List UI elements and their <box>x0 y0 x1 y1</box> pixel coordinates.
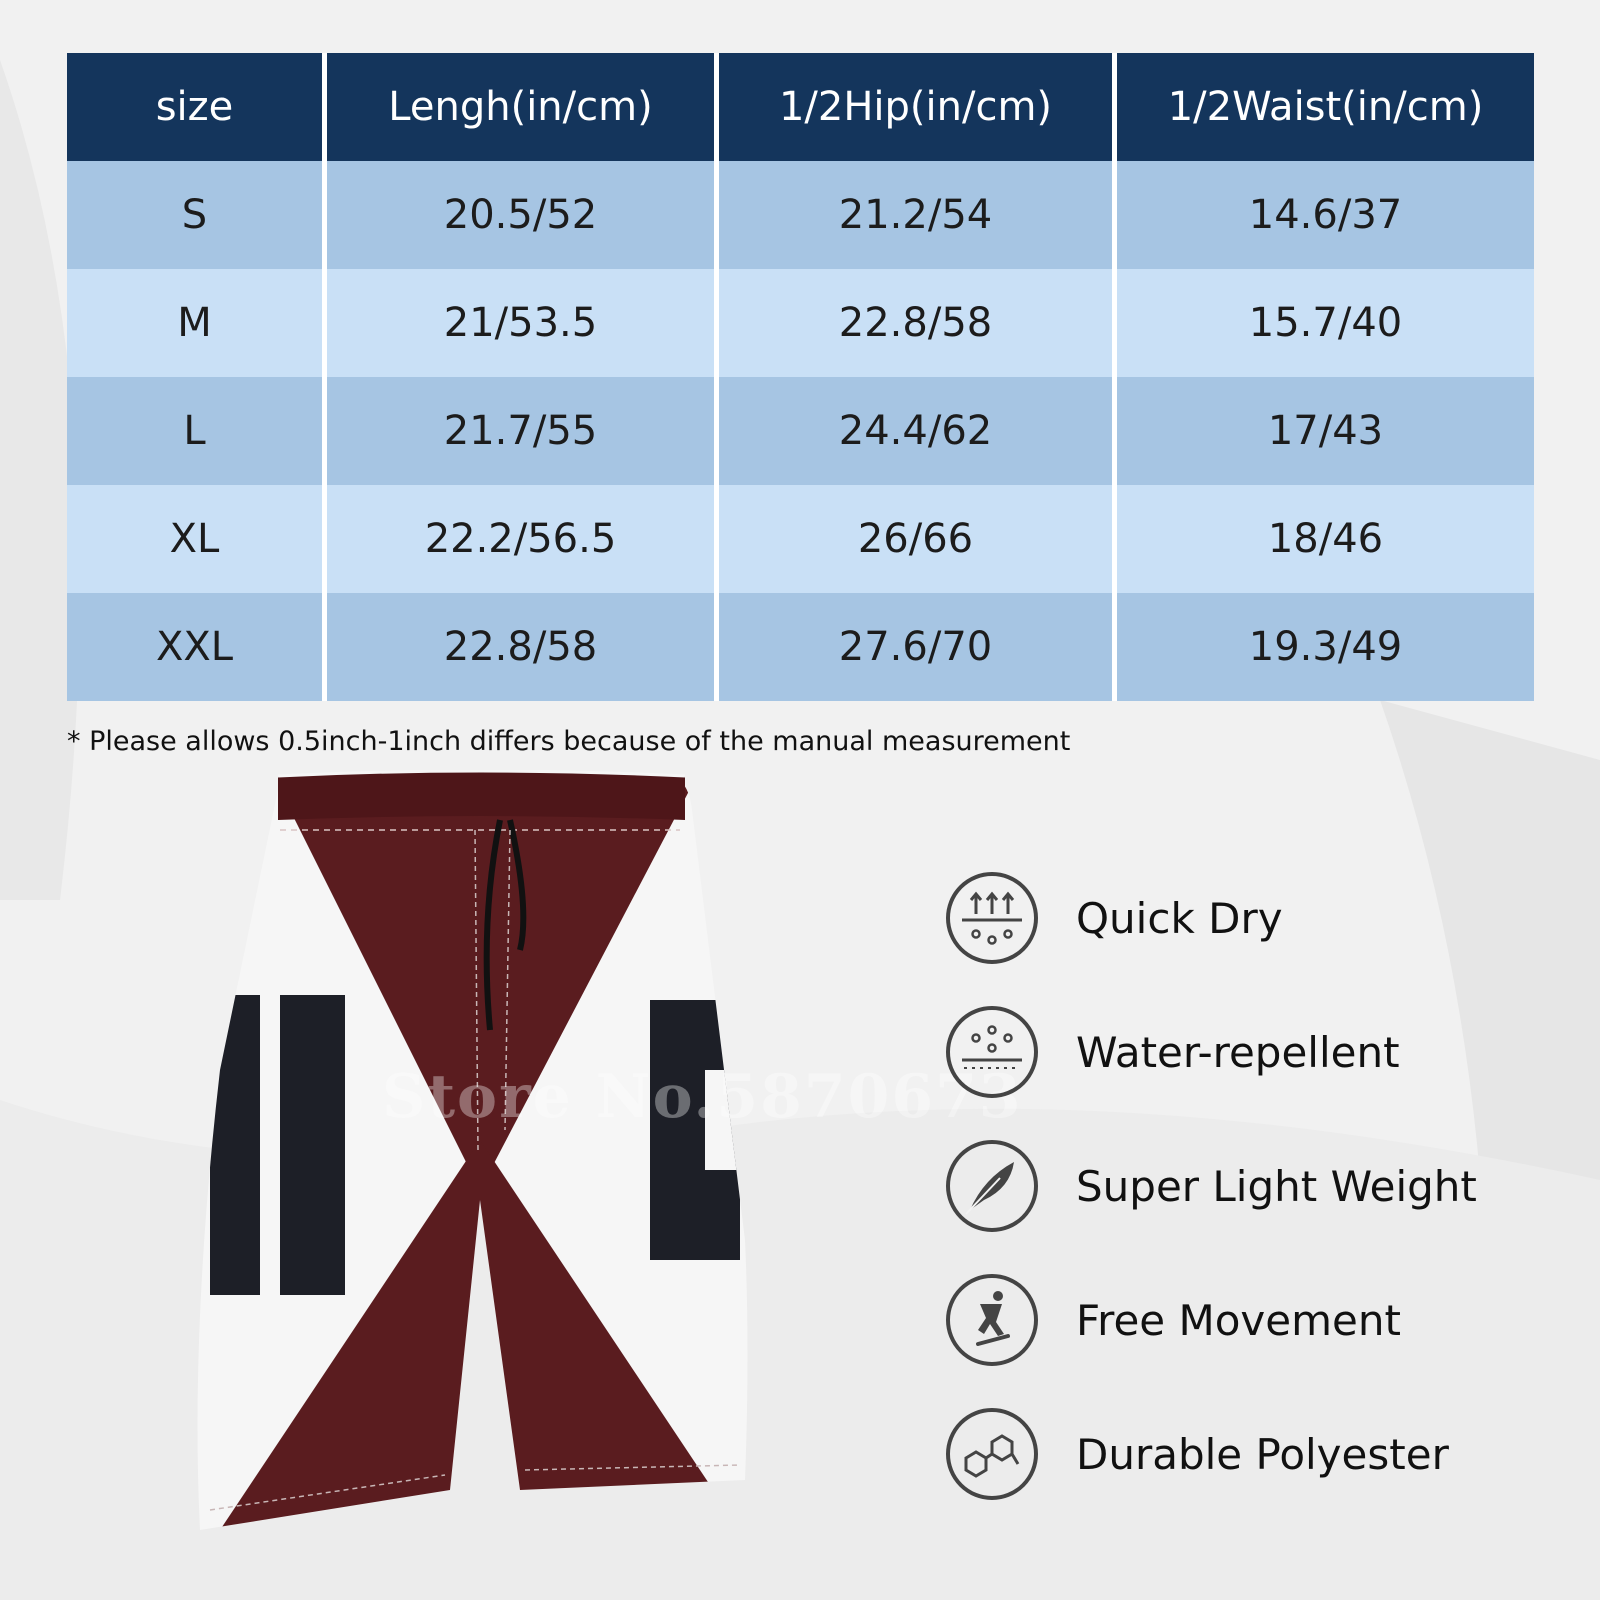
cell-size: XL <box>67 485 327 593</box>
header-half-waist: 1/2Waist(in/cm) <box>1117 53 1534 161</box>
size-chart-table <box>67 53 1534 701</box>
store-watermark: Store No.5870673 <box>382 1062 1023 1132</box>
feature-label: Water-repellent <box>1076 1027 1400 1077</box>
table-row <box>67 269 1534 377</box>
header-half-hip: 1/2Hip(in/cm) <box>719 53 1117 161</box>
cell-size: XXL <box>67 593 327 701</box>
feature-label: Durable Polyester <box>1076 1429 1449 1479</box>
cell-half-hip: 22.8/58 <box>719 269 1117 377</box>
feature-item-water-repellent <box>944 1004 1400 1100</box>
cell-half-hip: 24.4/62 <box>719 377 1117 485</box>
cell-length: 21/53.5 <box>327 269 719 377</box>
feature-item-quick-dry <box>944 870 1283 966</box>
cell-length: 22.2/56.5 <box>327 485 719 593</box>
feature-item-super-light-weight <box>944 1138 1477 1234</box>
polyester-molecule-icon <box>944 1406 1040 1502</box>
cell-length: 21.7/55 <box>327 377 719 485</box>
table-row <box>67 485 1534 593</box>
water-repellent-icon <box>944 1004 1040 1100</box>
feature-item-durable-polyester <box>944 1406 1449 1502</box>
cell-size: L <box>67 377 327 485</box>
cell-half-waist: 14.6/37 <box>1117 161 1534 269</box>
table-row <box>67 161 1534 269</box>
cell-half-hip: 27.6/70 <box>719 593 1117 701</box>
cell-half-waist: 17/43 <box>1117 377 1534 485</box>
measurement-note: * Please allows 0.5inch-1inch differs because of the manual measurement <box>67 726 1071 757</box>
cell-size: M <box>67 269 327 377</box>
cell-size: S <box>67 161 327 269</box>
skateboarder-icon <box>944 1272 1040 1368</box>
cell-half-waist: 19.3/49 <box>1117 593 1534 701</box>
header-length: Lengh(in/cm) <box>327 53 719 161</box>
cell-length: 20.5/52 <box>327 161 719 269</box>
cell-half-waist: 15.7/40 <box>1117 269 1534 377</box>
table-row <box>67 377 1534 485</box>
header-size: size <box>67 53 327 161</box>
table-header-row <box>67 53 1534 161</box>
feather-icon <box>944 1138 1040 1234</box>
feature-item-free-movement <box>944 1272 1401 1368</box>
cell-half-hip: 26/66 <box>719 485 1117 593</box>
feature-label: Free Movement <box>1076 1295 1401 1345</box>
table-row <box>67 593 1534 701</box>
cell-length: 22.8/58 <box>327 593 719 701</box>
feature-label: Quick Dry <box>1076 893 1283 943</box>
quick-dry-icon <box>944 870 1040 966</box>
cell-half-hip: 21.2/54 <box>719 161 1117 269</box>
feature-label: Super Light Weight <box>1076 1161 1477 1211</box>
cell-half-waist: 18/46 <box>1117 485 1534 593</box>
board-shorts-image <box>180 770 780 1580</box>
